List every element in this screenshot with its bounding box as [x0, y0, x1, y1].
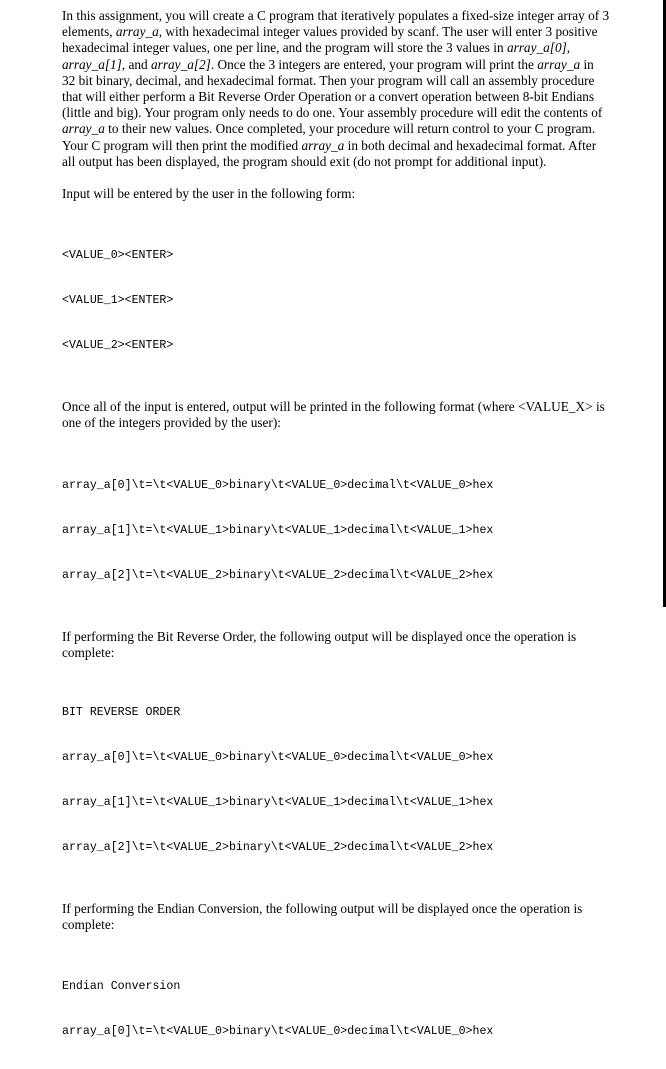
endian-intro: If performing the Endian Conversion, the following output will be displayed once the operation is complete: [62, 901, 583, 933]
var-array-a: array_a [537, 56, 581, 72]
var-array-a: array_a [301, 137, 345, 153]
var-array-a: array_a [115, 24, 159, 40]
code-line: array_a[2]\t=\t<VALUE_2>binary\t<VALUE_2>decimal\t<VALUE_2>hex [62, 568, 494, 582]
bit-reverse-intro: If performing the Bit Reverse Order, the following output will be displayed once the operation is complete: [62, 628, 577, 660]
code-line: array_a[0]\t=\t<VALUE_0>binary\t<VALUE_0>decimal\t<VALUE_0>hex [62, 478, 494, 492]
intro-text: , [566, 40, 571, 56]
bit-reverse-block [62, 675, 610, 885]
intro-text: In this assignment, you will create a C program that iteratively populates a fixed-size integer array of 3 elements, [62, 8, 610, 40]
code-line: array_a[0]\t=\t<VALUE_0>binary\t<VALUE_0>decimal\t<VALUE_0>hex [62, 1025, 494, 1039]
code-line: array_a[1]\t=\t<VALUE_1>binary\t<VALUE_1>decimal\t<VALUE_1>hex [62, 523, 494, 537]
intro-text: . Once the 3 integers are entered, your program will print the [210, 56, 538, 72]
intro-text: , and [121, 56, 152, 72]
input-intro: Input will be entered by the user in the following form: [62, 186, 356, 202]
code-line: array_a[0]\t=\t<VALUE_0>binary\t<VALUE_0>decimal\t<VALUE_0>hex [62, 751, 494, 765]
code-line: <VALUE_2><ENTER> [62, 339, 174, 353]
code-line: <VALUE_1><ENTER> [62, 294, 174, 308]
intro-paragraph [62, 8, 610, 170]
code-line: array_a[1]\t=\t<VALUE_1>binary\t<VALUE_1>decimal\t<VALUE_1>hex [62, 796, 494, 810]
code-line: BIT REVERSE ORDER [62, 706, 181, 720]
var-array-a1: array_a[1] [62, 56, 122, 72]
var-array-a: array_a [62, 121, 105, 137]
intro-text: in both decimal and hexadecimal format. After all output has been displayed, the program should exit (do not prompt for additional input). [62, 137, 597, 169]
intro-text: in 32 bit binary, decimal, and hexadecimal format. Then your program will call an assembly procedure that will either perform a Bit Reverse Order Operation or a convert operation between 8-bit Endians (little and big). Your program only needs to do one. Your assembly procedure will edit the contents of [62, 56, 603, 121]
output-format-block [62, 448, 610, 613]
code-line: Endian Conversion [62, 980, 181, 994]
code-line: <VALUE_0><ENTER> [62, 249, 174, 263]
document-body [62, 8, 610, 1069]
var-array-a2: array_a[2] [151, 56, 211, 72]
code-line: array_a[2]\t=\t<VALUE_2>binary\t<VALUE_2>decimal\t<VALUE_2>hex [62, 841, 494, 855]
var-array-a0: array_a[0] [506, 40, 567, 56]
output-intro: Once all of the input is entered, output will be printed in the following format (where <VALUE_X> is one of the integers provided by the user): [62, 399, 605, 431]
intro-text: , with hexadecimal integer values provided by scanf. The user will enter 3 positive hexadecimal integer values, one per line, and the program will store the 3 values in [62, 24, 598, 56]
endian-block [62, 949, 610, 1069]
input-format-block [62, 218, 610, 383]
intro-text: to their new values. Once completed, your procedure will return control to your C program. Your C program will then print the modified [62, 121, 596, 153]
